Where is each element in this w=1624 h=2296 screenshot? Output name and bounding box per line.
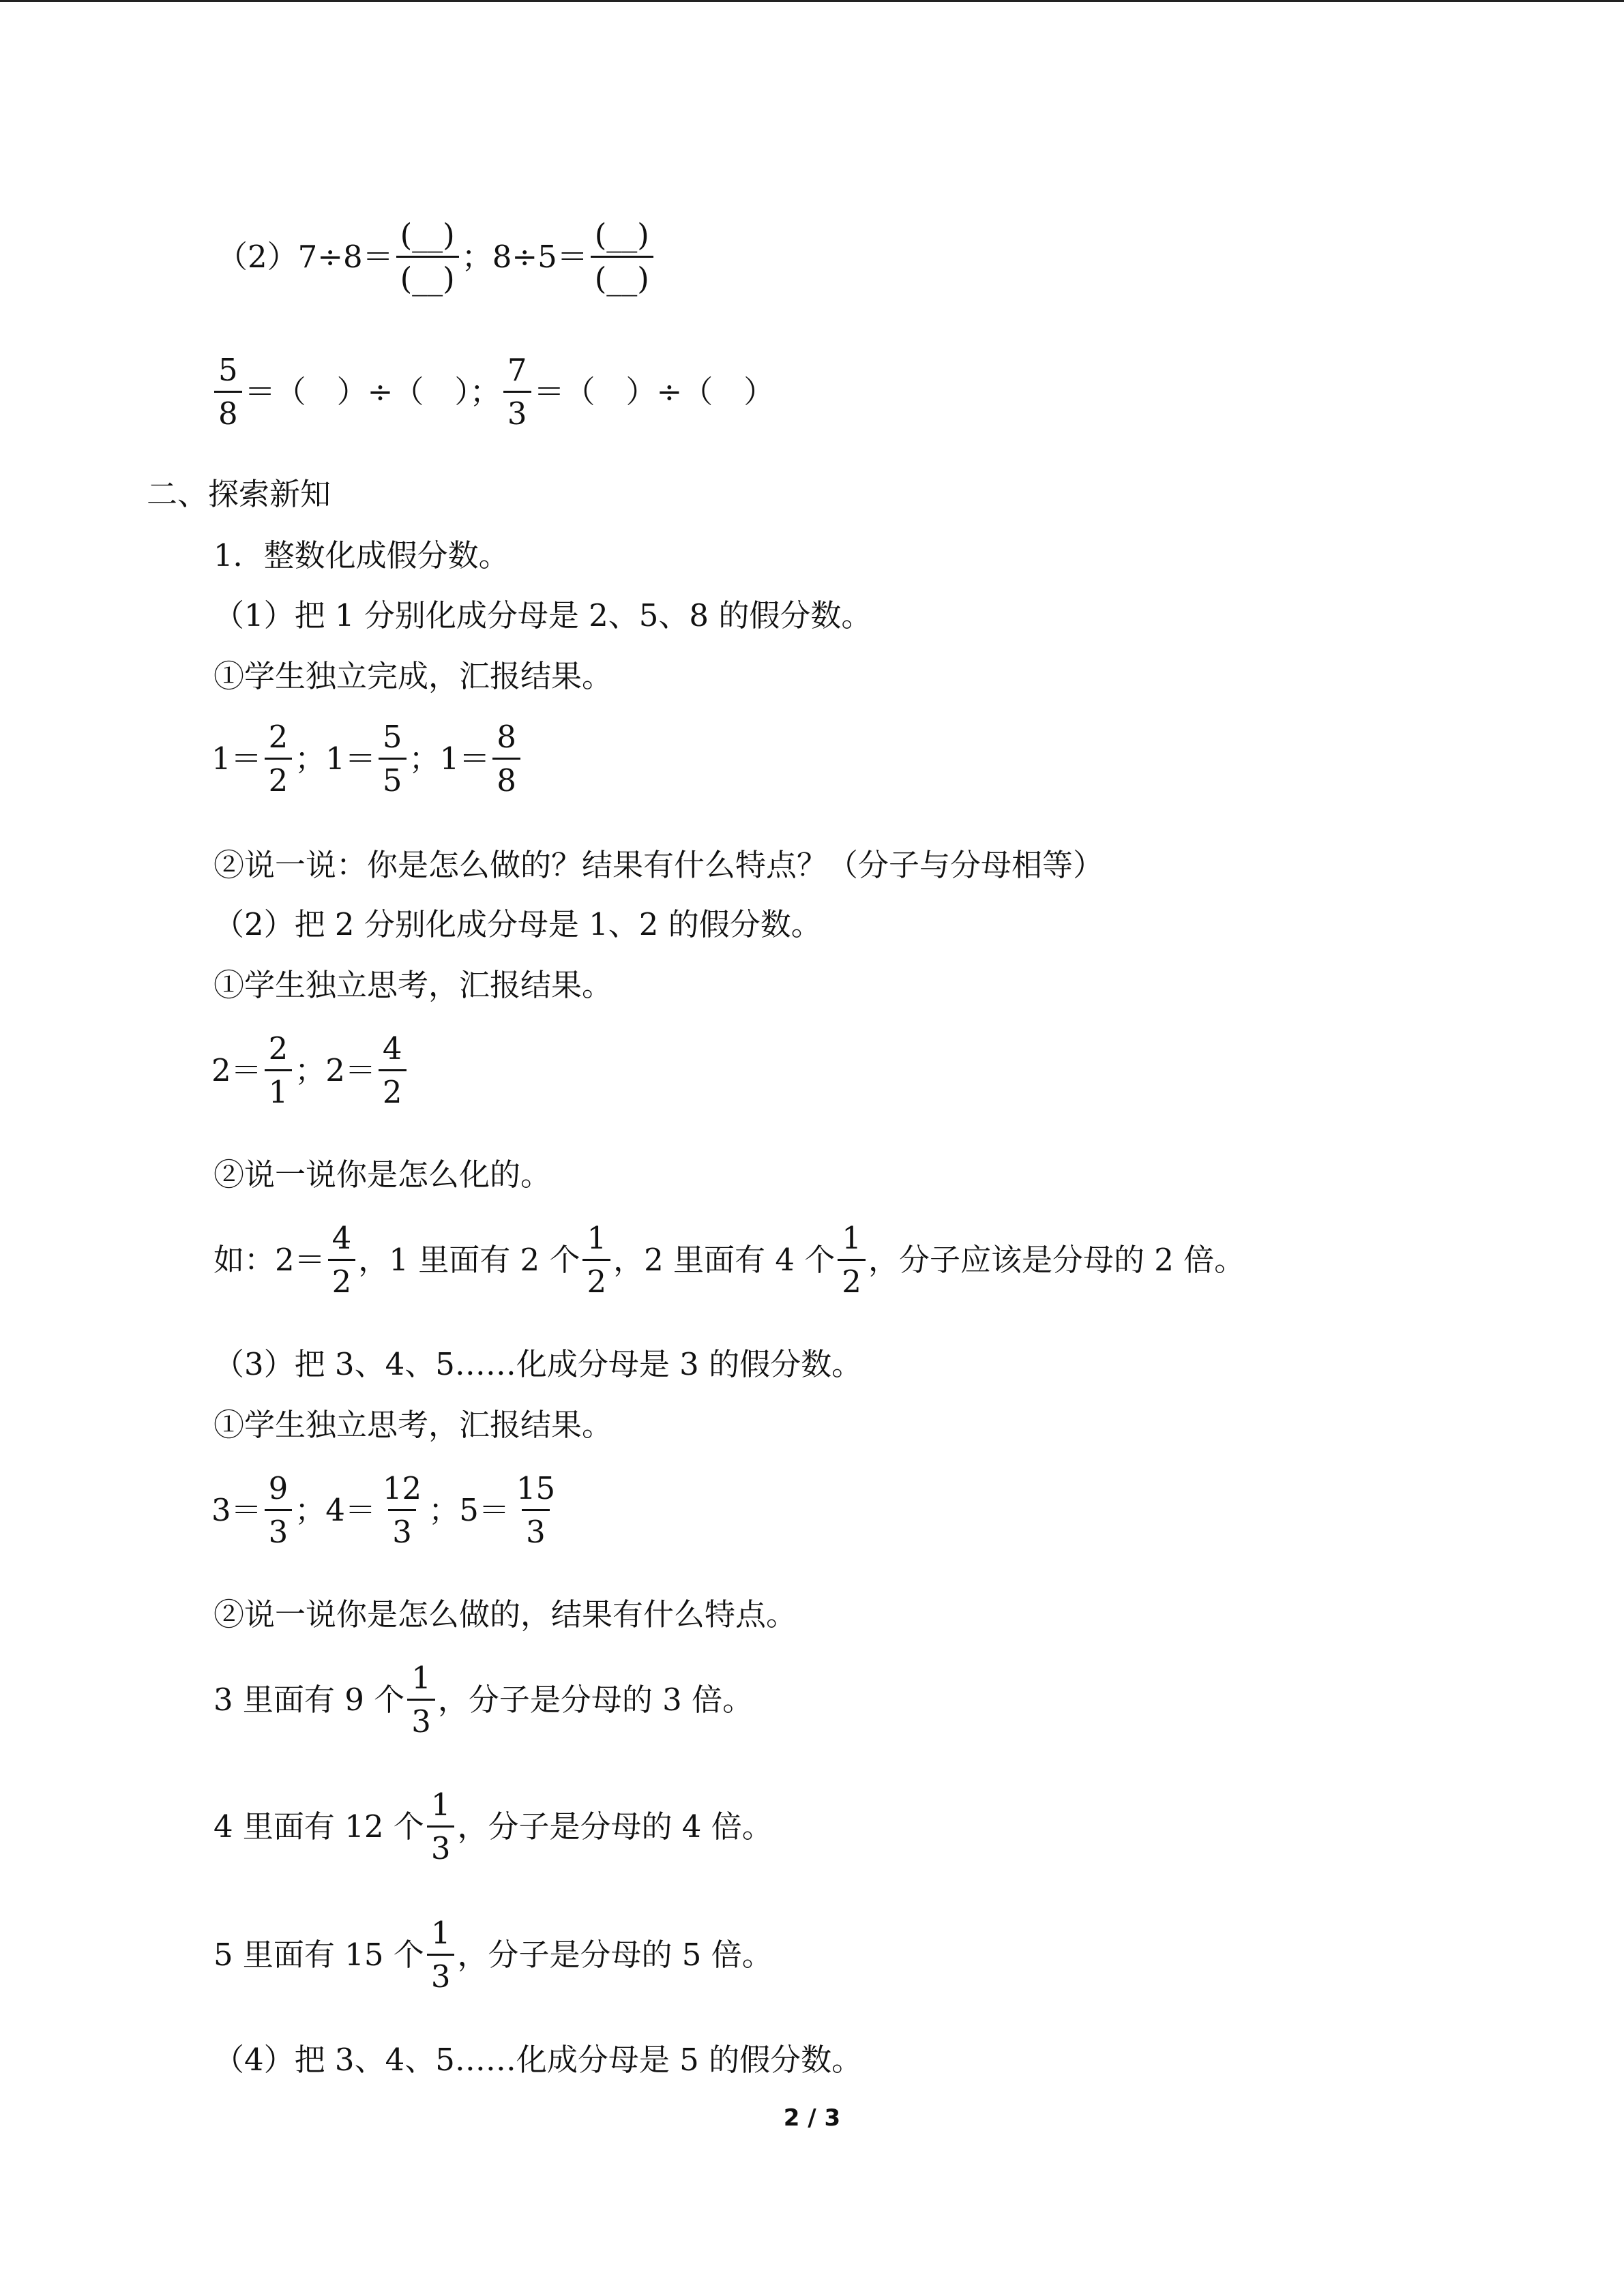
subsection-heading: 1．整数化成假分数。	[213, 537, 510, 573]
question-2-step-a: ①学生独立思考，汇报结果。	[213, 967, 613, 1003]
fraction: $\frac{8}{8}$	[492, 721, 520, 796]
text: ，分子是分母的 3 倍。	[437, 1682, 754, 1718]
explanation-4	[213, 1789, 773, 1864]
text: ＝（ ）÷（ ）	[533, 374, 775, 410]
fraction-blank: $\frac{(\_\_)}{(\_\_)}$	[591, 220, 653, 294]
text: ；5＝	[428, 1492, 510, 1528]
text: 3 里面有 9 个	[213, 1682, 405, 1718]
question-1-step-b: ②说一说：你是怎么做的？结果有什么特点？（分子与分母相等）	[213, 847, 1104, 883]
text: 如：2＝	[213, 1242, 325, 1278]
fraction: $\frac{1}{3}$	[427, 1918, 455, 1992]
text: ；4＝	[295, 1492, 376, 1528]
text: （2）7÷8＝	[217, 239, 394, 275]
fraction: $\frac{5}{5}$	[379, 721, 407, 796]
top-border-line	[0, 0, 1624, 2]
question-3-step-b: ②说一说你是怎么做的，结果有什么特点。	[213, 1596, 797, 1632]
question-3-step-a: ①学生独立思考，汇报结果。	[213, 1407, 613, 1443]
text: ，1 里面有 2 个	[358, 1242, 580, 1278]
text: ＝（ ）÷（ ）；	[244, 374, 501, 410]
fraction: $\frac{4}{2}$	[328, 1223, 356, 1297]
text: ，2 里面有 4 个	[613, 1242, 836, 1278]
equation-4	[211, 1470, 562, 1550]
fraction: $\frac{15}{3}$	[516, 1470, 556, 1550]
text: 2＝	[211, 1052, 262, 1088]
equation-2	[211, 1030, 409, 1110]
equation-3-explanation	[213, 1220, 1245, 1300]
equation-1	[211, 719, 523, 799]
text: ；1＝	[409, 741, 490, 777]
text: 1＝	[211, 741, 262, 777]
question-3: （3）把 3、4、5……化成分母是 3 的假分数。	[213, 1346, 863, 1382]
text: ，分子是分母的 4 倍。	[457, 1808, 773, 1845]
fraction: $\frac{4}{2}$	[379, 1033, 407, 1107]
text: ，分子是分母的 5 倍。	[457, 1937, 773, 1973]
fraction: $\frac{1}{3}$	[427, 1789, 455, 1864]
fraction: $\frac{9}{3}$	[265, 1473, 293, 1547]
text: ，分子应该是分母的 2 倍。	[868, 1242, 1245, 1278]
explanation-3	[213, 1660, 754, 1740]
fraction: $\frac{1}{2}$	[838, 1223, 866, 1297]
fraction: $\frac{2}{2}$	[265, 721, 293, 796]
fraction: $\frac{1}{2}$	[582, 1223, 610, 1297]
fraction: $\frac{2}{1}$	[265, 1033, 293, 1107]
fraction: $\frac{5}{8}$	[214, 355, 242, 429]
question-2: （2）把 2 分别化成分母是 1、2 的假分数。	[213, 906, 822, 942]
page-number: 2 / 3	[783, 2104, 841, 2132]
fraction-to-division-line	[211, 352, 775, 432]
question-2-step-b: ②说一说你是怎么化的。	[213, 1157, 552, 1193]
fraction: $\frac{7}{3}$	[503, 355, 531, 429]
fraction: $\frac{12}{3}$	[382, 1470, 422, 1550]
text: ；2＝	[295, 1052, 376, 1088]
fraction-blank: $\frac{(\_\_)}{(\_\_)}$	[396, 220, 459, 294]
explanation-5	[213, 1915, 773, 1995]
question-1-step-a: ①学生独立完成，汇报结果。	[213, 658, 613, 694]
text: ；1＝	[295, 741, 376, 777]
text: 4 里面有 12 个	[213, 1808, 424, 1845]
question-4: （4）把 3、4、5……化成分母是 5 的假分数。	[213, 2042, 863, 2078]
question-1: （1）把 1 分别化成分母是 2、5、8 的假分数。	[213, 597, 872, 633]
text: 5 里面有 15 个	[213, 1937, 424, 1973]
fraction: $\frac{1}{3}$	[407, 1663, 435, 1737]
text: 3＝	[211, 1492, 262, 1528]
exercise-2-division-line	[217, 217, 656, 297]
section-heading: 二、探索新知	[147, 476, 331, 512]
text: ；8÷5＝	[461, 239, 588, 275]
